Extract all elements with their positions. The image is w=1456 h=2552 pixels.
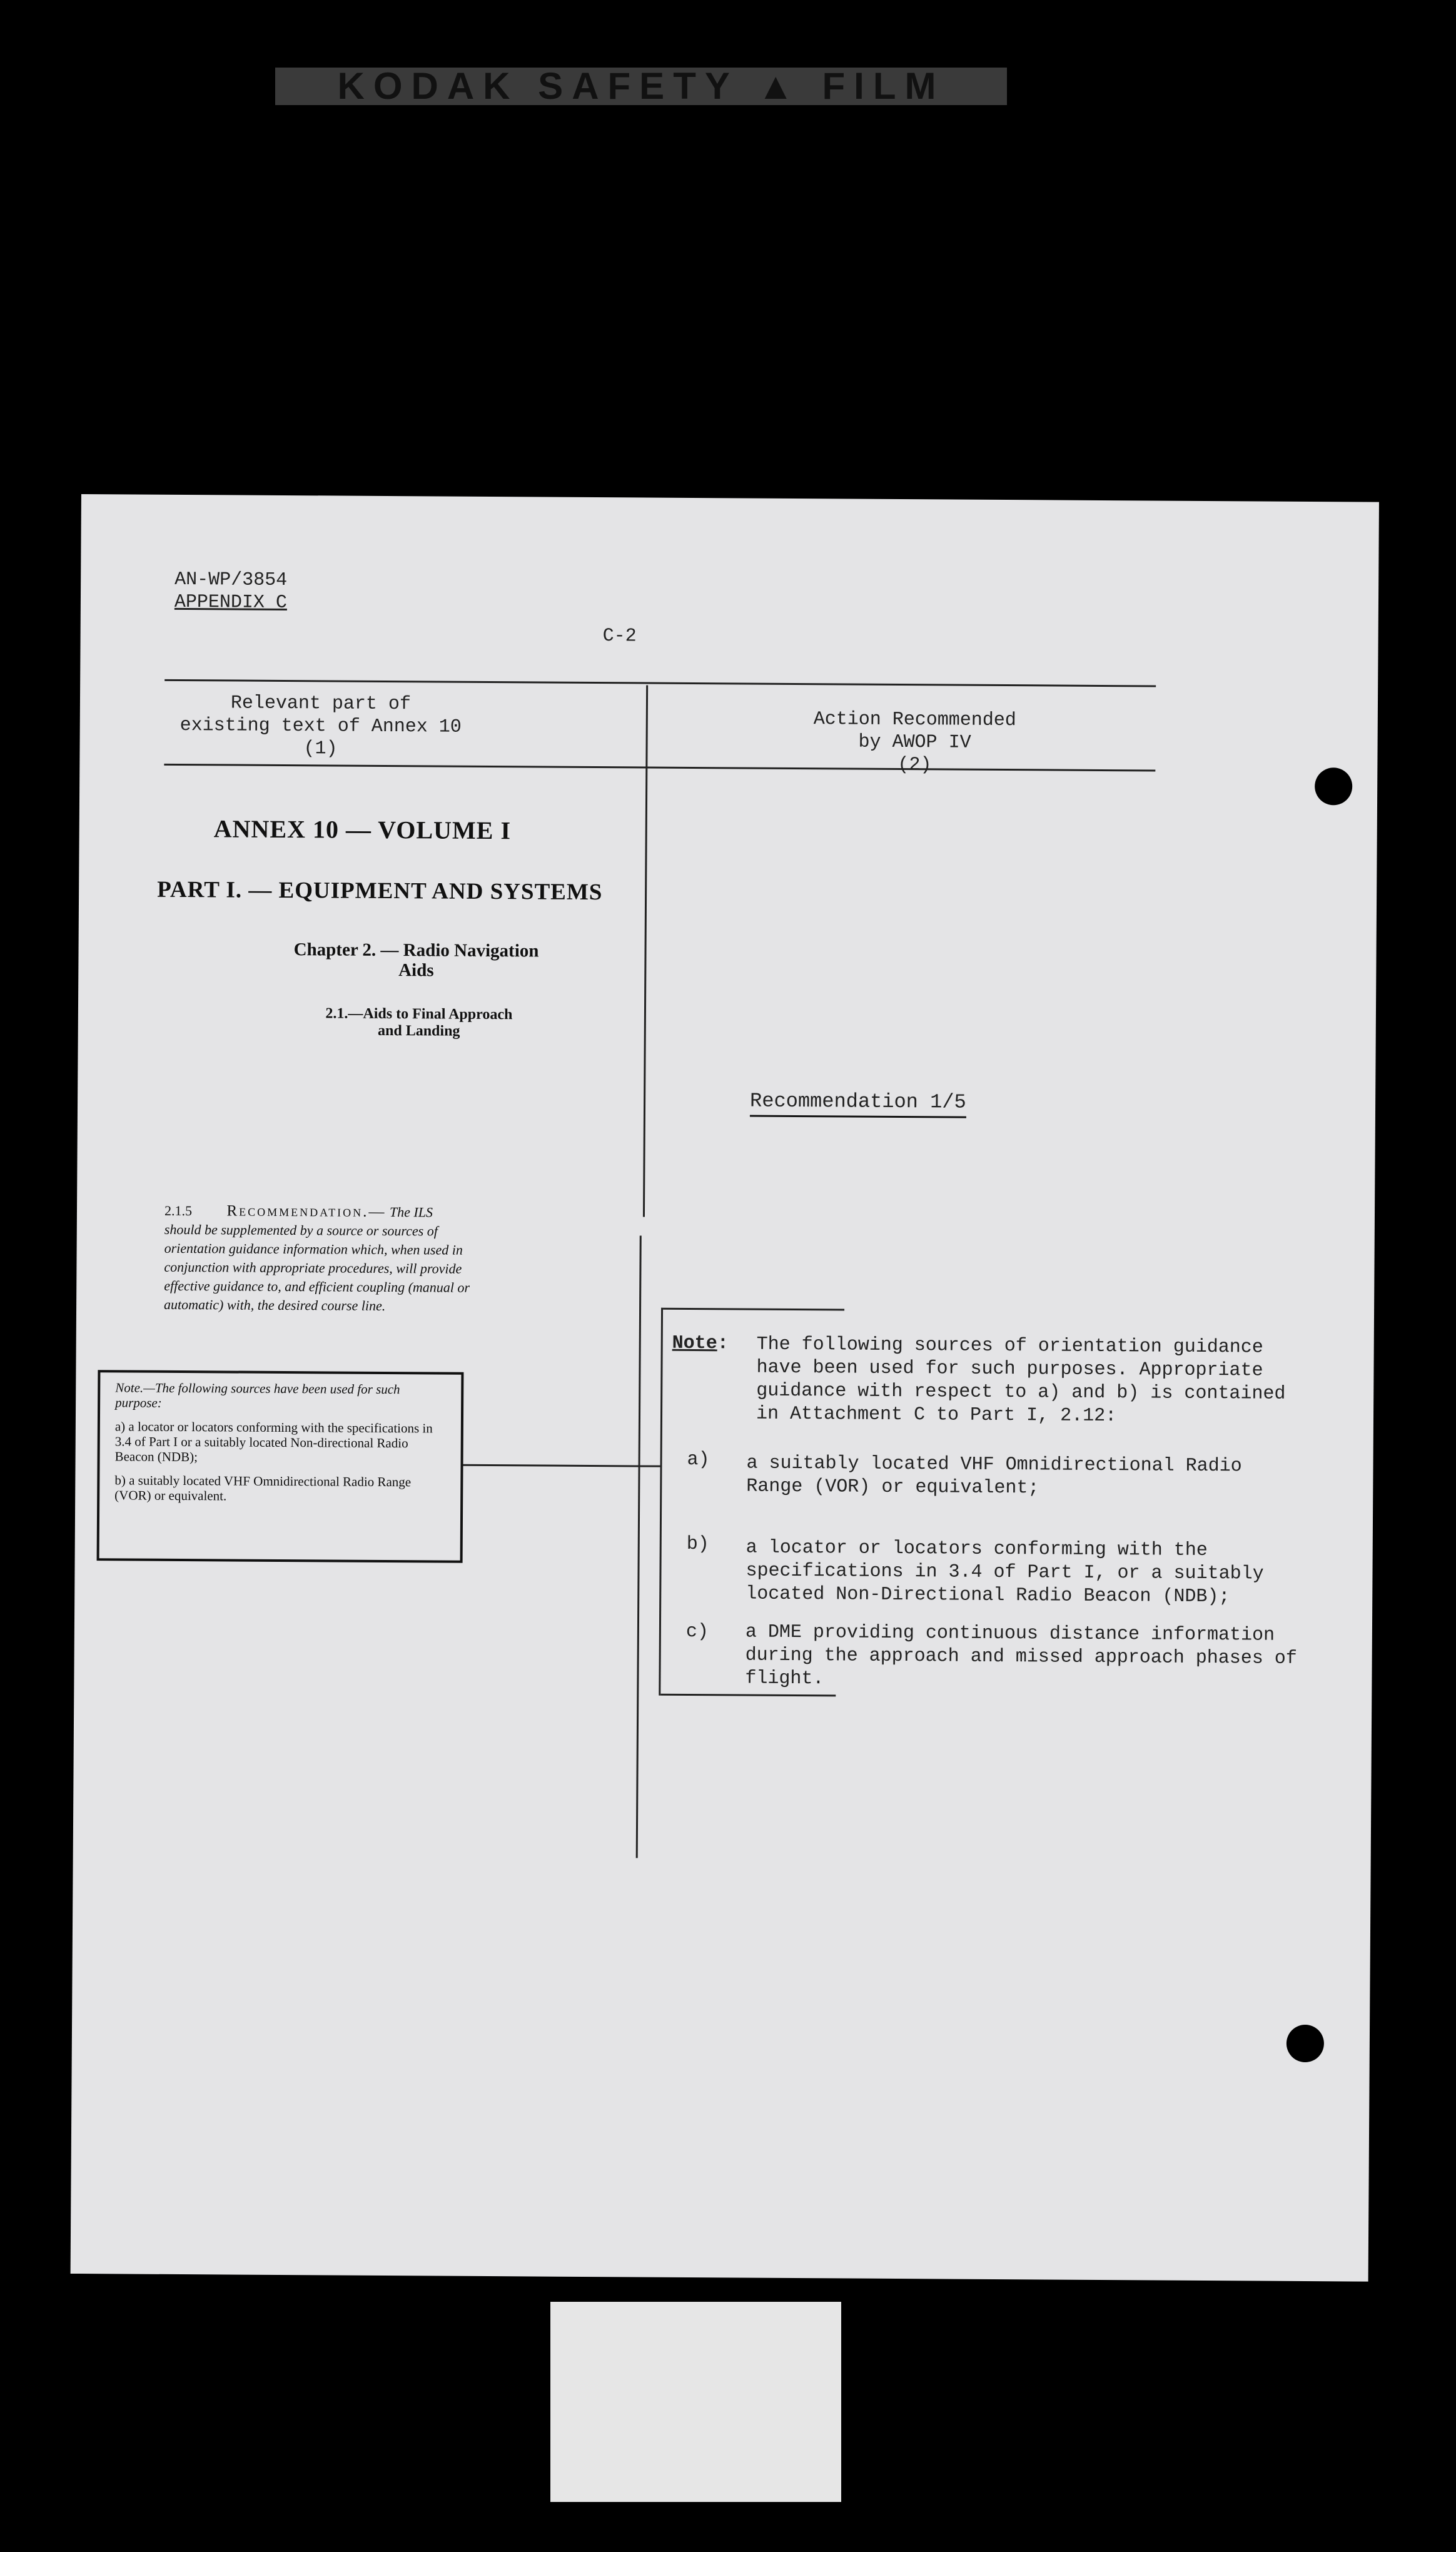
page-number: C-2 [602,625,637,647]
column-header-right-line2: by AWOP IV [858,731,971,754]
note-item-label: a) [687,1449,710,1471]
existing-note-box [97,1370,464,1563]
note-item-label: c) [685,1621,709,1643]
film-edge-banner: KODAK SAFETY ▲ FILM [275,68,1007,105]
column-header-left-line2: existing text of Annex 10 [179,714,462,738]
punch-hole [1287,2025,1324,2062]
recommendation-2-1-5 [164,1202,471,1316]
column-header-left-line1: Relevant part of [230,692,412,716]
annex-title: ANNEX 10 — VOLUME I [213,814,512,845]
note-label-colon: : [717,1333,729,1355]
section-heading-line2: and Landing [377,1022,460,1040]
column-header-right-line3: (2) [897,754,932,776]
part-title: PART I. — EQUIPMENT AND SYSTEMS [157,876,603,906]
note-box-bottom-rule [660,1694,836,1697]
film-leader-slip [550,2302,841,2502]
note-box-top-rule [663,1308,844,1311]
column-divider-upper [643,686,648,1217]
chapter-heading-line2: Aids [398,960,434,981]
recommendation-body: The ILS should be supplemented by a source or sources of orientation guidance information which, when used in conjunction with appropriate procedures, will provide effective guidance to, and efficient coupling (manual or automatic) with, the desired course line. [164,1204,470,1314]
recommendation-label-text: Recommendation 1/5 [750,1090,966,1118]
recommendation-heading: Recommendation.— [226,1202,387,1220]
chapter-heading-line1: Chapter 2. — Radio Navigation [293,939,539,961]
document-reference [174,569,287,614]
recommended-note-box [659,1308,1298,1699]
section-heading [313,1005,525,1040]
document-page [71,494,1379,2282]
chapter-heading [291,939,541,981]
recommendation-number: 2.1.5 [164,1202,193,1219]
note-label-text: Note [672,1332,717,1355]
note-connector-line [463,1464,660,1467]
column-header-left [164,692,477,761]
table-top-rule [164,679,1156,687]
column-header-right [758,708,1071,777]
column-divider-lower [636,1235,642,1858]
existing-note-item-b: b) a suitably located VHF Omnidirectional Radio Range (VOR) or equivalent. [114,1472,412,1504]
reference-number: AN-WP/3854 [174,569,288,592]
note-item-text: a suitably located VHF Omnidirectional Radio Range (VOR) or equivalent; [746,1452,1242,1499]
column-header-right-line1: Action Recommended [813,709,1016,732]
punch-hole [1315,767,1352,805]
recommendation-label [750,1090,966,1114]
note-item-text: a DME providing continuous distance information during the approach and missed approach phases of flight. [745,1621,1297,1690]
existing-note-item-a: a) a locator or locators conforming with the specifications in 3.4 of Part I or a suitably located Non-directional Radio Beacon (NDB); [114,1419,433,1465]
column-header-left-line3: (1) [303,738,338,760]
note-label [672,1333,729,1355]
existing-note-text: Note.—The following sources have been used for such purpose: [115,1380,400,1410]
appendix-label: APPENDIX C [174,591,288,614]
note-item-text: a locator or locators conforming with the specifications in 3.4 of Part I, or a suitably located Non-Directional Radio Beacon (NDB); [746,1537,1264,1608]
note-item-label: b) [686,1533,709,1556]
section-heading-line1: 2.1.—Aids to Final Approach [325,1005,513,1023]
note-intro: The following sources of orientation guidance have been used for such purposes. Appropriate guidance with respect to a) and b) is contained in Attachment C to Part I, 2.12: [756,1334,1286,1427]
